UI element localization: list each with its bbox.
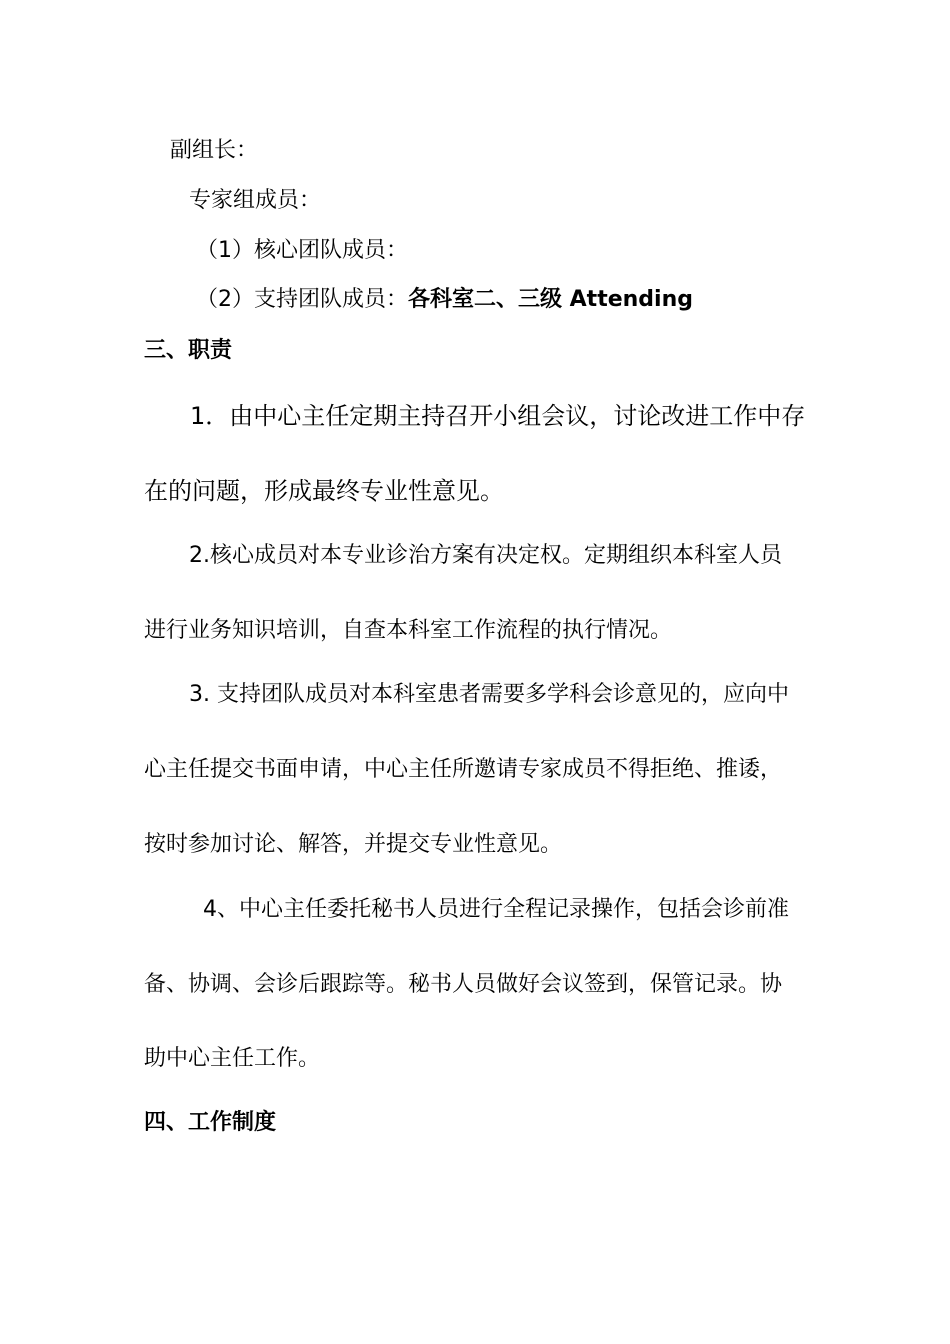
item3-line3: 按时参加讨论、解答，并提交专业性意见。 [144, 832, 563, 857]
item3-line2: 心主任提交书面申请，中心主任所邀请专家成员不得拒绝、推诿， [144, 757, 783, 782]
vice-leader-label: 副组长： [170, 138, 259, 163]
expert-members-label: 专家组成员： [189, 188, 322, 213]
item1-line2: 在的问题，形成最终专业性意见。 [144, 477, 504, 505]
core-team-label: （1）核心团队成员： [196, 238, 408, 263]
item1-line1: 1．由中心主任定期主持召开小组会议，讨论改进工作中存 [190, 402, 806, 430]
item4-line2: 备、协调、会诊后跟踪等。秘书人员做好会议签到，保管记录。协 [144, 972, 783, 997]
section4-heading: 四、工作制度 [144, 1110, 277, 1135]
item2-line2: 进行业务知识培训，自查本科室工作流程的执行情况。 [144, 618, 673, 643]
support-team-label: （2）支持团队成员： [196, 287, 408, 312]
section3-heading: 三、职责 [144, 338, 233, 363]
item2-line1: 2.核心成员对本专业诊治方案有决定权。定期组织本科室人员 [189, 543, 782, 568]
item3-line1: 3. 支持团队成员对本科室患者需要多学科会诊意见的，应向中 [189, 682, 789, 707]
support-team-line [196, 285, 693, 315]
item4-line1: 4、中心主任委托秘书人员进行全程记录操作，包括会诊前准 [203, 897, 789, 922]
item4-line3: 助中心主任工作。 [144, 1046, 321, 1071]
support-team-value: 各科室二、三级 Attending [408, 287, 694, 312]
